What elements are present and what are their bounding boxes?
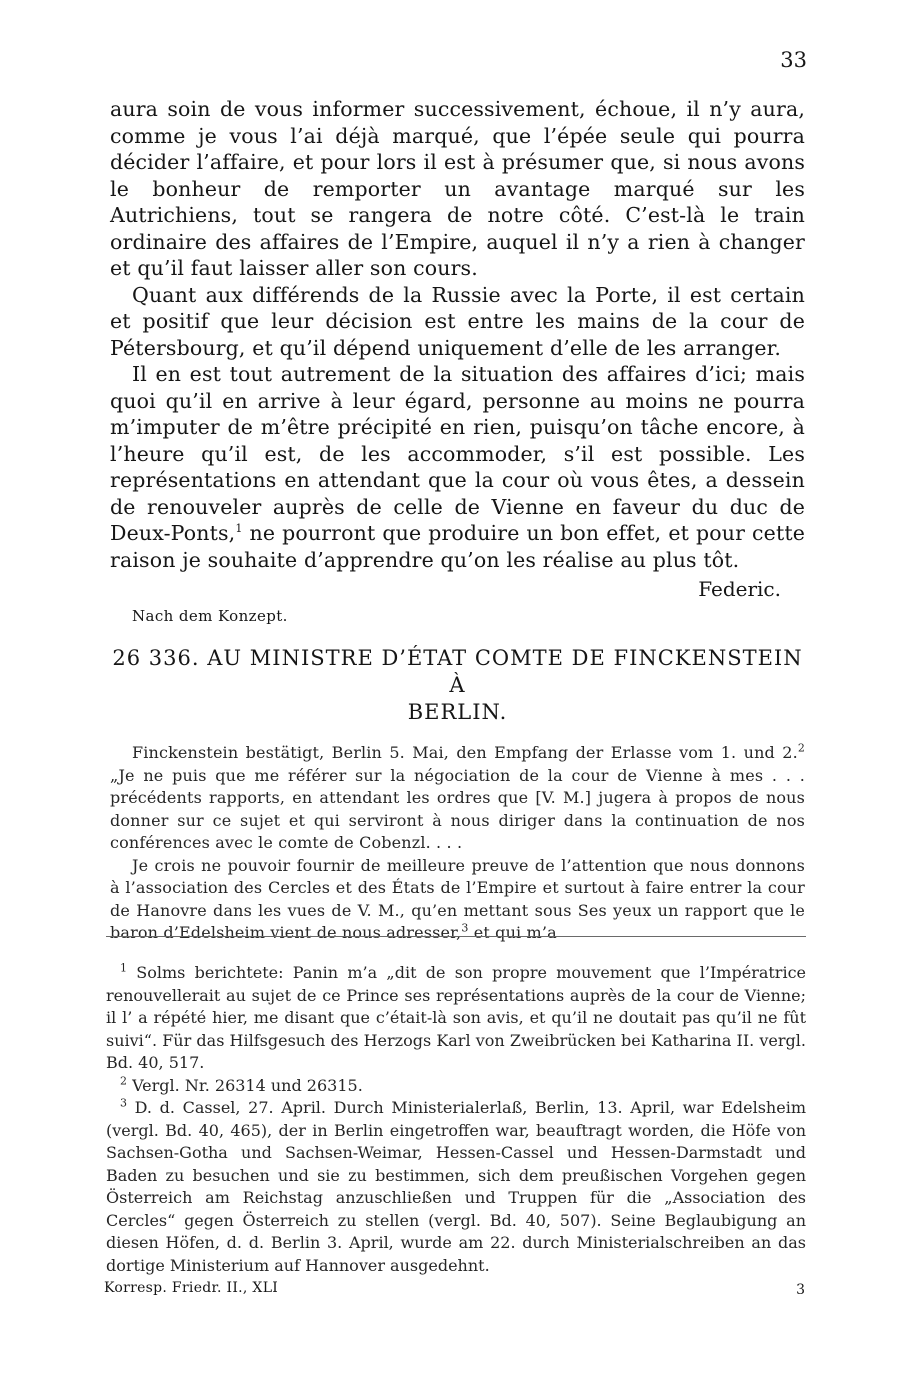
letter-heading <box>110 645 805 726</box>
summary-paragraph-1 <box>110 742 805 855</box>
footnote-ref-3[interactable]: 3 <box>461 921 469 935</box>
heading-line-2: BERLIN. <box>407 700 508 724</box>
footnote-mark: 1 <box>120 961 127 975</box>
source-note: Nach dem Konzept. <box>132 607 288 625</box>
footnote-mark: 2 <box>120 1074 127 1088</box>
footer-signature-line: Korresp. Friedr. II., XLI <box>104 1280 279 1296</box>
letter-paragraph-3 <box>110 361 805 573</box>
footnote-mark: 3 <box>120 1096 127 1110</box>
footnote-text: Solms berichtete: Panin m’a „dit de son propre mouvement que l’Impératrice renouvellerait au sujet de ce Prince ses représentations auprès de la cour de Vienne; il l’ a répété hier, me disant que c’était-là son avis, et qu’il ne doutait pas qu’il ne fût suivi“. Für das Hilfsgesuch des Herzogs Karl von Zweibrücken bei Katharina II. vergl. Bd. 40, 517. <box>106 963 806 1072</box>
footnote-3 <box>106 1097 806 1277</box>
summary-text: „Je ne puis que me référer sur la négociation de la cour de Vienne à mes . . . précédents rapports, en attendant les ordres que [V. M.] jugera à propos de nous donner sur ce sujet et qui serviront à nous diriger dans la continuation de nos conférences avec le comte de Cobenzl. . . . <box>110 765 805 852</box>
heading-line-1: 26 336. AU MINISTRE D’ÉTAT COMTE DE FINCKENSTEIN À <box>112 646 803 697</box>
paragraph-text: Il en est tout autrement de la situation des affaires d’ici; mais quoi qu’il en arrive à leur égard, personne au moins ne pourra m’imputer de m’être précipité en rien, puisqu’on tâche encore, à l’heure qu’il est, de les accommoder, s’il est possible. Les représentations en attendant que la cour où vous êtes, a dessein de renouveler auprès de celle de Vienne en faveur du duc de Deux-Ponts, <box>110 362 805 545</box>
footnote-2 <box>106 1075 806 1098</box>
paragraph-text: ne pourront que produire un bon effet, et pour cette raison je souhaite d’apprendre qu’on les réalise au plus tôt. <box>110 521 805 572</box>
summary-paragraph-2 <box>110 855 805 945</box>
signature: Federic. <box>698 577 781 601</box>
letter-paragraph-1: aura soin de vous informer successivement, échoue, il n’y aura, comme je vous l’ai déjà marqué, que l’épée seule qui pourra décider l’affaire, et pour lors il est à présumer que, si nous avons le bonheur de remporter un avantage marqué sur les Autrichiens, tout se rangera de notre côté. C’est-là le train ordinaire des affaires de l’Empire, auquel il n’y a rien à changer et qu’il faut laisser aller son cours. <box>110 97 805 280</box>
footnote-text: Vergl. Nr. 26314 und 26315. <box>127 1075 363 1095</box>
footnote-1 <box>106 962 806 1075</box>
footnote-divider <box>106 936 806 937</box>
footnotes <box>106 962 806 1277</box>
footnote-text: D. d. Cassel, 27. April. Durch Ministerialerlaß, Berlin, 13. April, war Edelsheim (vergl. Bd. 40, 465), der in Berlin eingetroffen war, beauftragt worden, die Höfe von Sachsen-Gotha und Sachsen-Weimar, Hessen-Cassel und Hessen-Darmstadt und Baden zu besuchen und sie zu bestimmen, sich dem preußischen Vorgehen gegen Österreich am Reichstag anzuschließen und Truppen für die „Association des Cercles“ gegen Österreich zu stellen (vergl. Bd. 40, 507). Seine Beglaubigung an diesen Höfen, d. d. Berlin 3. April, wurde am 22. durch Ministerialschreiben an das dortige Ministerium auf Hannover ausgedehnt. <box>106 1098 806 1275</box>
letter-paragraph-2: Quant aux différends de la Russie avec la Porte, il est certain et positif que leur décision est entre les mains de la cour de Pétersbourg, et qu’il dépend uniquement d’elle de les arranger. <box>110 282 805 360</box>
footnote-ref-2[interactable]: 2 <box>797 741 805 755</box>
summary-text: Je crois ne pouvoir fournir de meilleure preuve de l’attention que nous donnons à l’association des Cercles et des États de l’Empire et surtout à faire entrer la cour de Hanovre dans les vues de V. M., qu’en mettant sous Ses yeux un rapport que le baron d’Edelsheim vient de nous adresser, <box>110 855 805 942</box>
summary-text: et qui m’a <box>468 923 557 942</box>
footnote-ref-1[interactable]: 1 <box>235 522 243 536</box>
letter-summary <box>110 742 805 945</box>
page-number: 33 <box>780 48 807 72</box>
footer-sheet-number: 3 <box>796 1282 805 1298</box>
main-text <box>110 96 805 945</box>
summary-text: Finckenstein bestätigt, Berlin 5. Mai, den Empfang der Erlasse vom 1. und 2. <box>132 743 798 762</box>
